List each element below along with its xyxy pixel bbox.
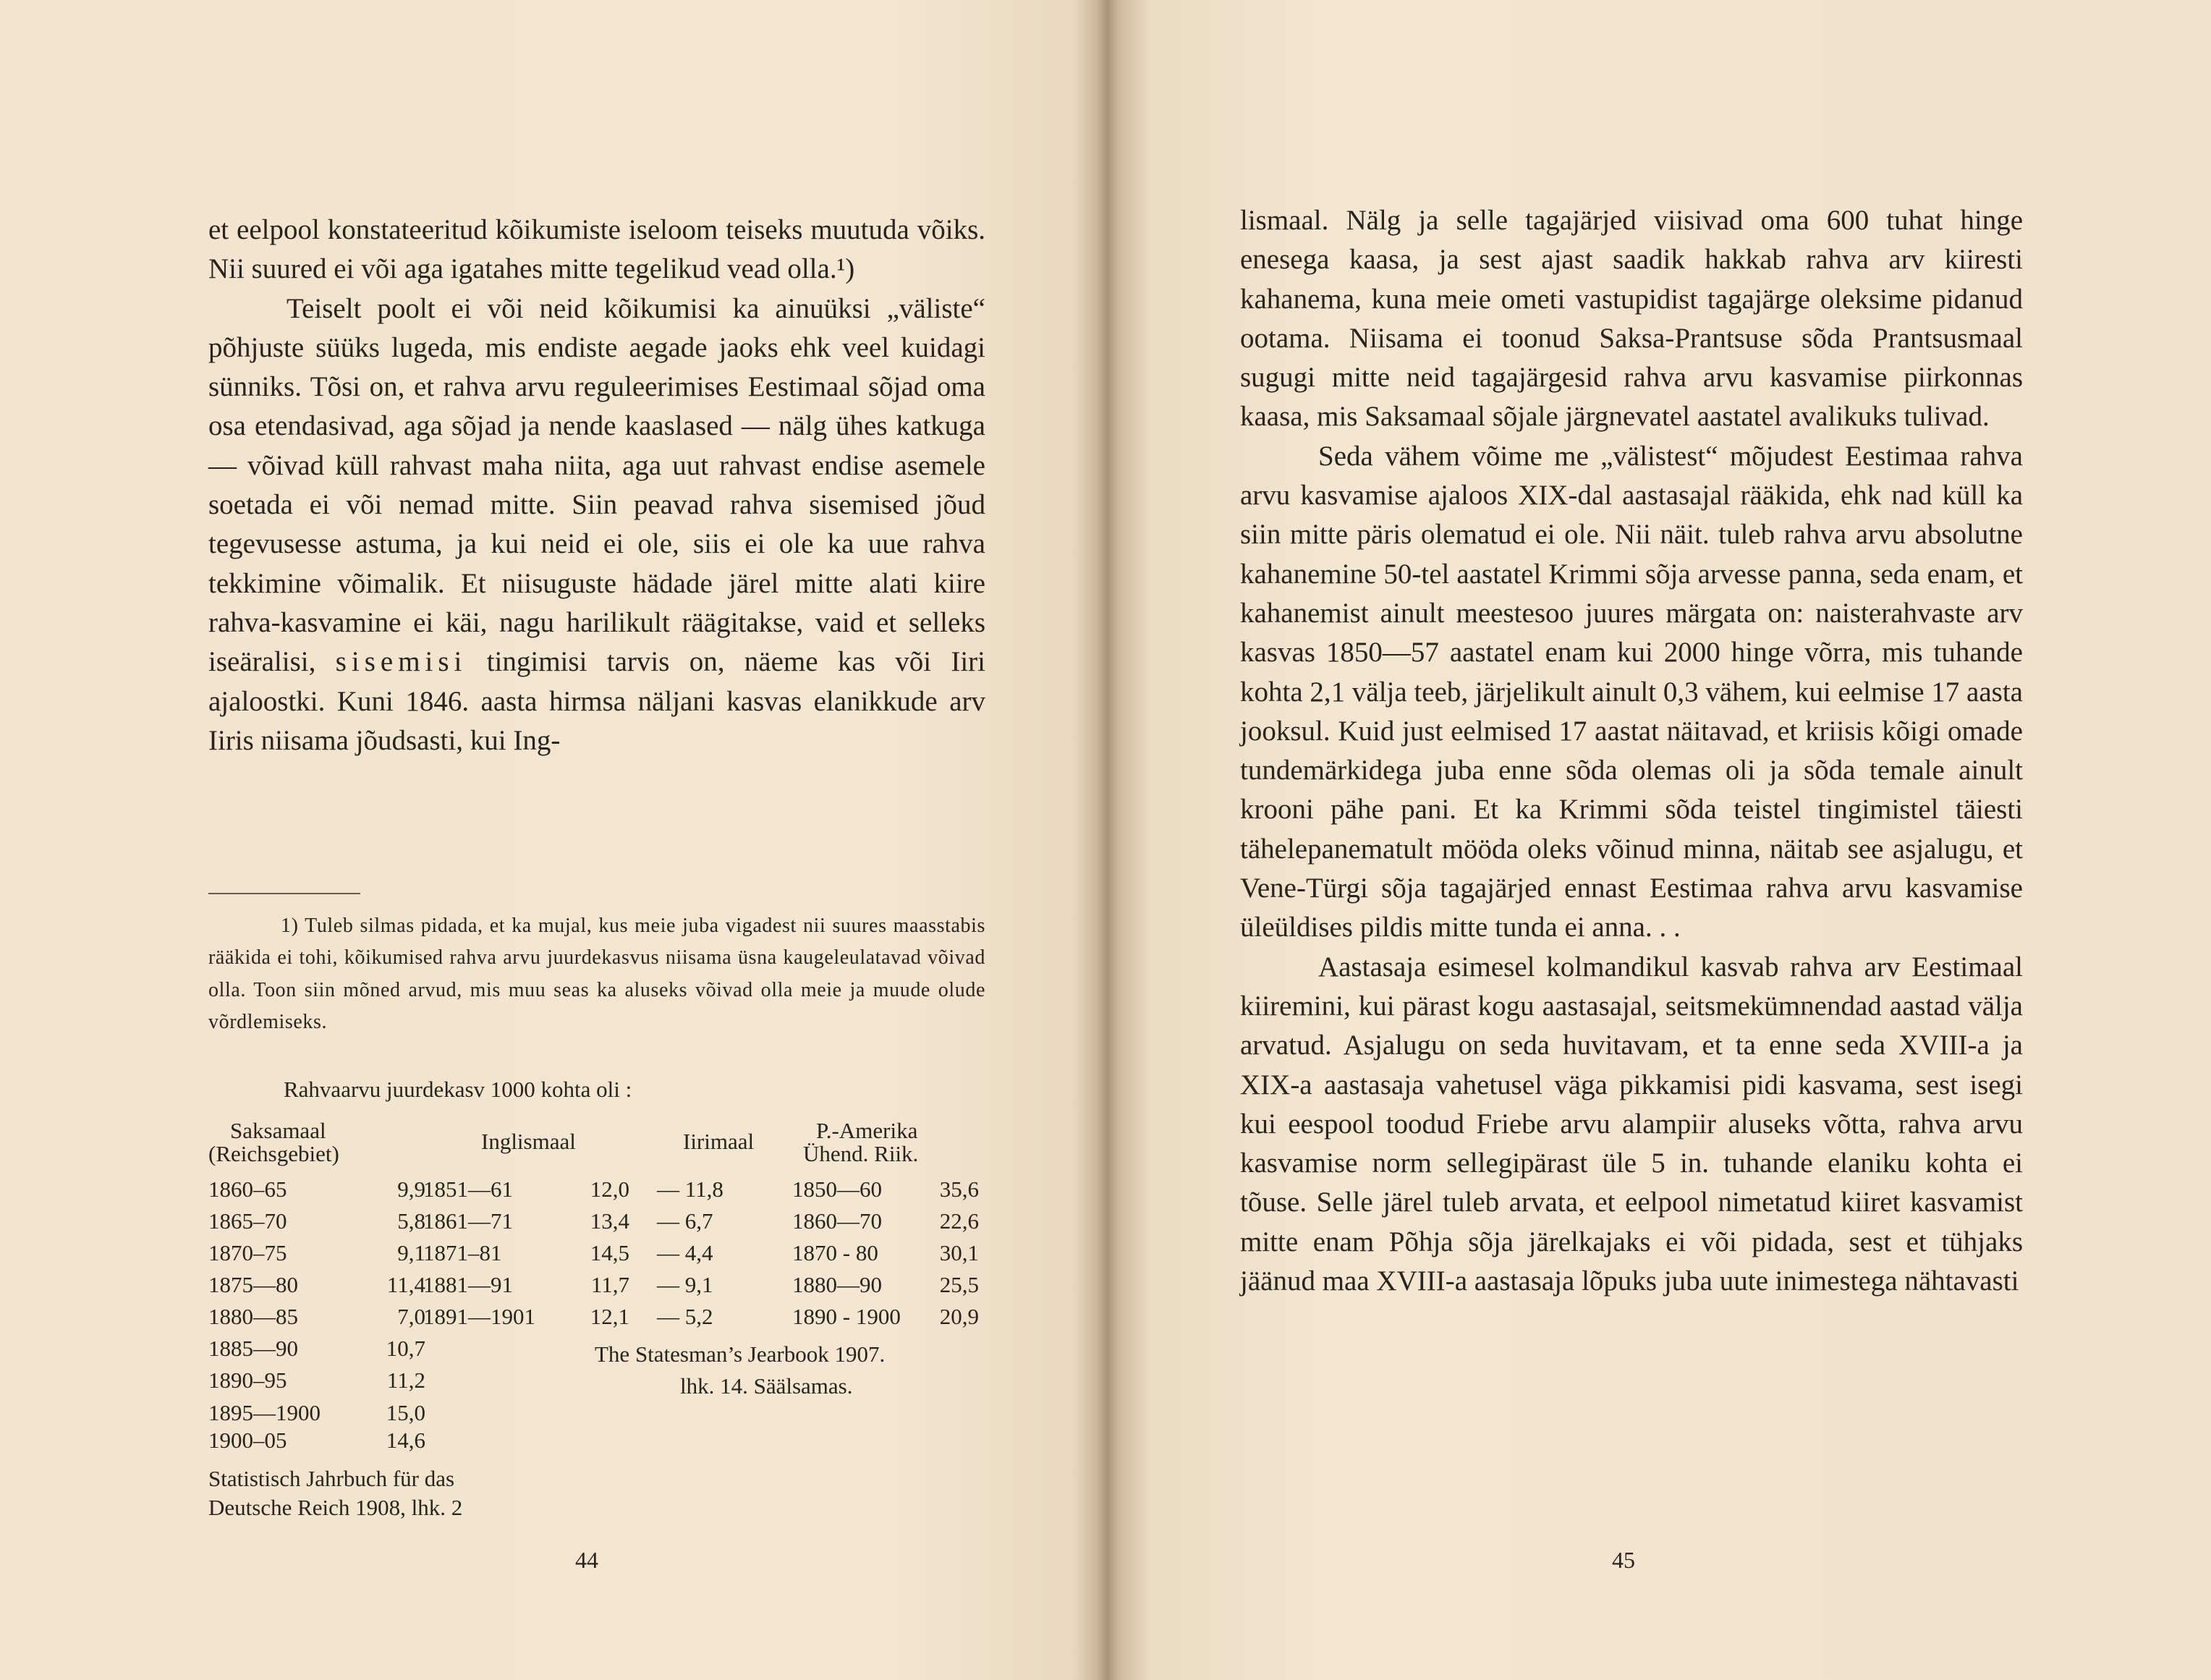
table-row: 1880—85 7,0 xyxy=(208,1304,425,1329)
table-row: 1870 - 80 30,1 xyxy=(792,1240,979,1265)
table-row: 1880—90 25,5 xyxy=(792,1272,979,1297)
emphasized-word: sisemisi xyxy=(335,646,467,678)
table-row: 1885—90 10,7 xyxy=(208,1336,425,1361)
table-title: Rahvaarvu juurdekasv 1000 kohta oli : xyxy=(284,1077,632,1102)
table-row: 1865–70 5,8 xyxy=(208,1208,425,1234)
table-row: — 6,7 xyxy=(657,1208,713,1234)
table-germany xyxy=(208,1174,425,1454)
footnote-text: 1) Tuleb silmas pidada, et ka mujal, kus meie juba vigadest nii suures maasstabis rääkida ei tohi, kõikumised rahva arvu juurdekasvus niisama üsna kaugeleulatavad võivad olla. Toon siin mõned arvud, mis muu seas ka aluseks võivad olla meie ja muude olude võrdlemiseks. xyxy=(208,915,985,1033)
table-row: 1875—80 11,4 xyxy=(208,1272,425,1297)
right-paragraph-3: Aastasaja esimesel kolmandikul kasvab rahva arv Eestimaal kiiremini, kui pärast kogu aastasajal, seitsmekümnendad aastad välja arvatud. Asjalugu on seda huvitavam, et ta enne seda XVIII-a ja XIX-a aastasaja vahetusel väga pikkamisi pidi kasvama, sest isegi kui eespool toodud Friebe arvu alampiir aluseks võtta, rahva arvu kasvamise norm sellegipärast üle 5 in. tuhande elaniku kohta ei tõuse. Selle järel tuleb arvata, et eelpool nimetatud kiiret kasvamist mitte enam Põhja sõja järelkajaks ei või pidada, sest et tühjaks jäänud maa XVIII-a aastasaja lõpuks juba uute inimestega nähtavasti xyxy=(1240,951,2023,1297)
left-paragraph-2-a: Teiselt poolt ei või neid kõikumisi ka ainuüksi „väliste“ põhjuste süüks lugeda, mis endiste aegade jaoks ehk veel kuidagi sünniks. Tõsi on, et rahva arvu reguleerimises Eestimaal sõjad oma osa etendasivad, aga sõjad ja nende kaaslased — nälg ühes katkuga — võivad küll rahvast maha niita, aga uut rahvast endise asemele soetada ei või nemad mitte. Siin peavad rahva sisemised jõud tegevusesse astuma, ja kui neid ei ole, siis ei ole ka uue rahva tekkimine võimalik. Et niisuguste hädade järel mitte alati kiire rahva-kasvamine ei käi, nagu harilikult räägitakse, vaid et selleks iseäralisi, xyxy=(208,292,985,678)
source-statesman: The Statesman’s Jearbook 1907. xyxy=(595,1341,886,1367)
source-statistisch: Statistisch Jahrbuch für das xyxy=(208,1466,455,1491)
table-ireland xyxy=(657,1174,745,1333)
table-row: 1861—71 13,4 xyxy=(423,1208,629,1234)
right-page xyxy=(1126,0,2211,1680)
table-england xyxy=(423,1174,629,1333)
table-row: 1870–75 9,1 xyxy=(208,1240,425,1265)
source-statesman-page: lhk. 14. Säälsamas. xyxy=(680,1373,853,1399)
left-paragraph-1: et eelpool konstateeritud kõikumiste iseloom teiseks muutuda võiks. Nii suured ei või aga igatahes mitte tegelikud vead olla.¹) xyxy=(208,214,985,285)
table-row: 1890–95 11,2 xyxy=(208,1367,425,1393)
header-england: Inglismaal xyxy=(481,1129,576,1154)
table-row: — 9,1 xyxy=(657,1272,713,1297)
table-row: 1871–81 14,5 xyxy=(423,1240,629,1265)
header-ireland: Iirimaal xyxy=(683,1129,755,1154)
table-row: 1860–65 9,9 xyxy=(208,1176,425,1202)
table-row: 1890 - 1900 20,9 xyxy=(792,1304,979,1329)
left-page xyxy=(0,0,1085,1680)
table-row: 1900–05 14,6 xyxy=(208,1427,425,1453)
table-row: 1895—1900 15,0 xyxy=(208,1400,425,1425)
footnote xyxy=(208,910,985,1038)
table-row: — 4,4 xyxy=(657,1240,713,1265)
table-row: — 11,8 xyxy=(657,1176,723,1202)
right-paragraph-2: Seda vähem võime me „välistest“ mõjudest Eestimaa rahva arvu kasvamise ajaloos XIX-dal aastasajal rääkida, ehk nad küll ka siin mitte päris olematud ei ole. Nii näit. tuleb rahva arvu absolutne kahanemine 50-tel aastatel Krimmi sõja arvesse panna, seda enam, et kahanemist ainult meestesoo juures märgata on: naisterahvaste arv kasvas 1850—57 aastatel enam kui 2000 hinge võrra, mis tuhande kohta 2,1 välja teeb, järjelikult ainult 0,3 vähem, kui eelmise 17 aasta jooksul. Kuid just eelmised 17 aastat näitavad, et kriisis kõigi omade tundemärkidega juba enne sõda olemas oli ja sõda temale ainult krooni pähe pani. Et ka Krimmi sõda teistel tingimistel täiesti tähelepanematult mööda oleks võinud minna, näitab see asjalugu, et Vene-Türgi sõja tagajärjed ennast Eestimaa rahva arvu kasvamise üleüldises pildis mitte tunda ei anna. . . xyxy=(1240,440,2023,943)
right-paragraph-1: lismaal. Nälg ja selle tagajärjed viisivad oma 600 tuhat hinge enesega kaasa, ja sest ajast saadik hakkab rahva arv kiiresti kahanema, kuna meie ometi vastupidist tagajärge oleksime pidanud ootama. Niisama ei toonud Saksa-Prantsuse sõda Prantsusmaal sugugi mitte neid tagajärgesid rahva arvu kasvamise piirkonnas kaasa, mis Saksamaal sõjale järgnevatel aastatel avalikuks tulivad. xyxy=(1240,205,2023,433)
header-germany-sub: (Reichsgebiet) xyxy=(208,1141,339,1166)
left-paragraph-2 xyxy=(208,289,985,761)
table-row: — 5,2 xyxy=(657,1304,713,1329)
left-paragraph-2-b: tingimisi tarvis on, näeme kas või Iiri ajaloostki. Kuni 1846. aasta hirmsa näljani kasvas elanikkude arv Iiris niisama jõudsasti, kui Ing- xyxy=(208,646,985,756)
page-number-right: 45 xyxy=(1612,1547,1635,1573)
header-usa-sub: Ühend. Riik. xyxy=(803,1141,919,1166)
table-row: 1850—60 35,6 xyxy=(792,1176,979,1202)
table-usa xyxy=(792,1174,979,1333)
source-statistisch-page: Deutsche Reich 1908, lhk. 2 xyxy=(208,1495,463,1520)
footnote-rule xyxy=(208,893,360,894)
header-germany: Saksamaal xyxy=(230,1118,326,1143)
table-row: 1860—70 22,6 xyxy=(792,1208,979,1234)
table-row: 1851—61 12,0 xyxy=(423,1176,629,1202)
right-body-text xyxy=(1240,201,2023,1301)
page-number-left: 44 xyxy=(575,1547,598,1573)
header-usa: P.-Amerika xyxy=(816,1118,918,1143)
table-row: 1891—1901 12,1 xyxy=(423,1304,629,1329)
left-body-text xyxy=(208,211,985,760)
table-row: 1881—91 11,7 xyxy=(423,1272,629,1297)
